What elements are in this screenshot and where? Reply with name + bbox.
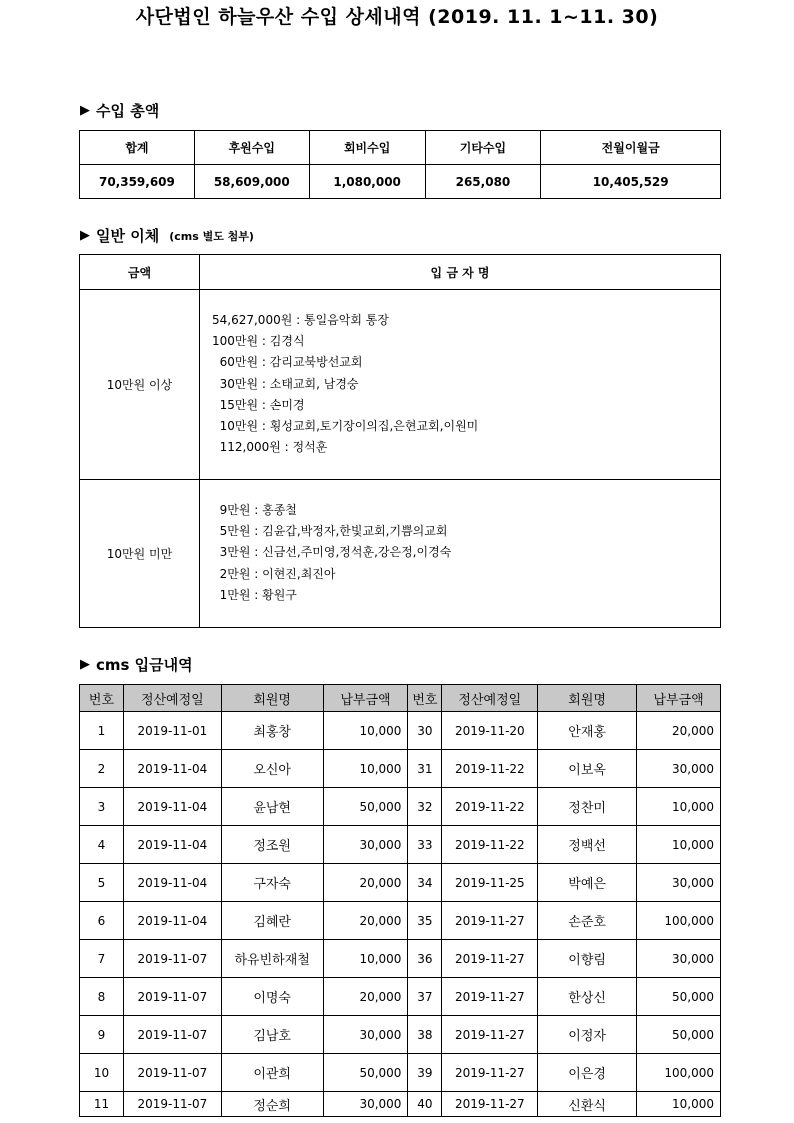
cms-header-cell: 납부금액 bbox=[323, 685, 408, 712]
cms-number: 32 bbox=[408, 788, 442, 826]
cms-member-name: 신환식 bbox=[538, 1092, 637, 1117]
cms-settle-date: 2019-11-04 bbox=[123, 826, 221, 864]
cms-settle-date: 2019-11-07 bbox=[123, 1092, 221, 1117]
summary-header-row bbox=[80, 131, 721, 165]
summary-header-cell: 전월이월금 bbox=[541, 131, 721, 165]
general-heading bbox=[80, 225, 254, 246]
cms-number: 1 bbox=[80, 712, 124, 750]
cms-header-cell: 번호 bbox=[408, 685, 442, 712]
summary-total-value: 70,359,609 bbox=[80, 165, 195, 199]
cms-header-cell: 회원명 bbox=[538, 685, 637, 712]
cms-settle-date: 2019-11-27 bbox=[442, 1092, 538, 1117]
donor-line: 60만원 : 감리교북방선교회 bbox=[212, 355, 363, 370]
cms-number: 35 bbox=[408, 902, 442, 940]
cms-number: 10 bbox=[80, 1054, 124, 1092]
cms-amount: 30,000 bbox=[637, 940, 721, 978]
triangle-bullet-icon: ▶ bbox=[80, 103, 90, 118]
cms-member-name: 구자숙 bbox=[221, 864, 323, 902]
cms-header-cell: 정산예정일 bbox=[442, 685, 538, 712]
cms-settle-date: 2019-11-22 bbox=[442, 788, 538, 826]
cms-member-name: 이관희 bbox=[221, 1054, 323, 1092]
cms-amount: 20,000 bbox=[323, 864, 408, 902]
summary-header-cell: 후원수입 bbox=[194, 131, 309, 165]
donor-line: 30만원 : 소태교회, 남경숭 bbox=[212, 376, 359, 391]
cms-number: 6 bbox=[80, 902, 124, 940]
cms-settle-date: 2019-11-04 bbox=[123, 864, 221, 902]
cms-number: 4 bbox=[80, 826, 124, 864]
table-row bbox=[80, 826, 721, 864]
table-row bbox=[80, 788, 721, 826]
summary-heading bbox=[80, 100, 159, 121]
cms-settle-date: 2019-11-27 bbox=[442, 940, 538, 978]
general-row-over bbox=[80, 290, 721, 480]
cms-amount: 10,000 bbox=[323, 750, 408, 788]
general-names-over bbox=[200, 290, 721, 480]
table-row bbox=[80, 902, 721, 940]
cms-amount: 10,000 bbox=[637, 788, 721, 826]
cms-amount: 30,000 bbox=[323, 826, 408, 864]
cms-amount: 30,000 bbox=[637, 864, 721, 902]
cms-amount: 30,000 bbox=[323, 1016, 408, 1054]
summary-donation-value: 58,609,000 bbox=[194, 165, 309, 199]
cms-member-name: 오신아 bbox=[221, 750, 323, 788]
cms-number: 40 bbox=[408, 1092, 442, 1117]
cms-number: 8 bbox=[80, 978, 124, 1016]
table-row bbox=[80, 864, 721, 902]
general-names-under bbox=[200, 480, 721, 628]
general-header-row bbox=[80, 255, 721, 290]
cms-settle-date: 2019-11-04 bbox=[123, 902, 221, 940]
cms-member-name: 이명숙 bbox=[221, 978, 323, 1016]
summary-carryover-value: 10,405,529 bbox=[541, 165, 721, 199]
cms-settle-date: 2019-11-27 bbox=[442, 978, 538, 1016]
cms-amount: 10,000 bbox=[323, 712, 408, 750]
donor-line: 100만원 : 김경식 bbox=[212, 334, 305, 349]
cms-member-name: 하유빈하재철 bbox=[221, 940, 323, 978]
general-heading-note: (cms 별도 첨부) bbox=[169, 229, 254, 243]
table-row bbox=[80, 978, 721, 1016]
donor-line: 3만원 : 신금선,주미영,정석훈,강은정,이경숙 bbox=[212, 545, 452, 560]
summary-header-cell: 기타수입 bbox=[425, 131, 541, 165]
general-header-amount: 금액 bbox=[80, 255, 200, 290]
cms-number: 30 bbox=[408, 712, 442, 750]
table-row bbox=[80, 1092, 721, 1117]
cms-settle-date: 2019-11-20 bbox=[442, 712, 538, 750]
summary-table bbox=[79, 130, 721, 199]
cms-number: 33 bbox=[408, 826, 442, 864]
cms-number: 31 bbox=[408, 750, 442, 788]
summary-dues-value: 1,080,000 bbox=[309, 165, 425, 199]
cms-header-cell: 정산예정일 bbox=[123, 685, 221, 712]
cms-amount: 30,000 bbox=[323, 1092, 408, 1117]
general-transfer-table bbox=[79, 254, 721, 628]
cms-settle-date: 2019-11-27 bbox=[442, 902, 538, 940]
donor-line: 54,627,000원 : 통일음악회 통장 bbox=[212, 313, 389, 327]
summary-other-value: 265,080 bbox=[425, 165, 541, 199]
cms-amount: 100,000 bbox=[637, 1054, 721, 1092]
cms-number: 9 bbox=[80, 1016, 124, 1054]
cms-settle-date: 2019-11-07 bbox=[123, 978, 221, 1016]
cms-settle-date: 2019-11-22 bbox=[442, 826, 538, 864]
summary-heading-label: 수입 총액 bbox=[96, 102, 160, 120]
cms-number: 2 bbox=[80, 750, 124, 788]
cms-amount: 20,000 bbox=[637, 712, 721, 750]
cms-heading-label: cms 입금내역 bbox=[96, 656, 193, 674]
cms-member-name: 박예은 bbox=[538, 864, 637, 902]
table-row bbox=[80, 750, 721, 788]
cms-member-name: 윤남현 bbox=[221, 788, 323, 826]
cms-member-name: 정순희 bbox=[221, 1092, 323, 1117]
cms-number: 5 bbox=[80, 864, 124, 902]
cms-header-cell: 회원명 bbox=[221, 685, 323, 712]
donor-line: 1만원 : 황원구 bbox=[212, 587, 297, 602]
cms-number: 3 bbox=[80, 788, 124, 826]
donor-line: 5만원 : 김윤갑,박정자,한빛교회,기쁨의교회 bbox=[212, 524, 448, 539]
donor-line: 112,000원 : 정석훈 bbox=[212, 440, 328, 455]
donor-line: 10만원 : 횡성교회,토기장이의집,은현교회,이원미 bbox=[212, 419, 479, 434]
cms-number: 36 bbox=[408, 940, 442, 978]
cms-settle-date: 2019-11-22 bbox=[442, 750, 538, 788]
cms-header-cell: 납부금액 bbox=[637, 685, 721, 712]
cms-member-name: 한상신 bbox=[538, 978, 637, 1016]
cms-amount: 20,000 bbox=[323, 902, 408, 940]
cms-member-name: 이보옥 bbox=[538, 750, 637, 788]
cms-member-name: 김남호 bbox=[221, 1016, 323, 1054]
cms-member-name: 정백선 bbox=[538, 826, 637, 864]
cms-table bbox=[79, 684, 721, 1117]
cms-amount: 50,000 bbox=[323, 788, 408, 826]
summary-header-cell: 합계 bbox=[80, 131, 195, 165]
page-title: 사단법인 하늘우산 수입 상세내역 (2019. 11. 1~11. 30) bbox=[135, 6, 659, 28]
summary-header-cell: 회비수입 bbox=[309, 131, 425, 165]
donor-line: 9만원 : 홍종철 bbox=[212, 503, 297, 517]
cms-amount: 10,000 bbox=[637, 826, 721, 864]
cms-amount: 30,000 bbox=[637, 750, 721, 788]
summary-value-row bbox=[80, 165, 721, 199]
cms-settle-date: 2019-11-07 bbox=[123, 940, 221, 978]
cms-amount: 50,000 bbox=[637, 978, 721, 1016]
cms-settle-date: 2019-11-07 bbox=[123, 1016, 221, 1054]
cms-member-name: 이정자 bbox=[538, 1016, 637, 1054]
cms-number: 39 bbox=[408, 1054, 442, 1092]
cms-member-name: 김혜란 bbox=[221, 902, 323, 940]
cms-settle-date: 2019-11-01 bbox=[123, 712, 221, 750]
general-amount-under: 10만원 미만 bbox=[80, 480, 200, 628]
cms-member-name: 이향림 bbox=[538, 940, 637, 978]
cms-settle-date: 2019-11-25 bbox=[442, 864, 538, 902]
cms-member-name: 최홍창 bbox=[221, 712, 323, 750]
cms-settle-date: 2019-11-04 bbox=[123, 788, 221, 826]
cms-member-name: 손준호 bbox=[538, 902, 637, 940]
cms-settle-date: 2019-11-27 bbox=[442, 1054, 538, 1092]
general-amount-over: 10만원 이상 bbox=[80, 290, 200, 480]
cms-amount: 100,000 bbox=[637, 902, 721, 940]
cms-number: 37 bbox=[408, 978, 442, 1016]
donor-line: 15만원 : 손미경 bbox=[212, 397, 305, 412]
cms-member-name: 정조원 bbox=[221, 826, 323, 864]
cms-number: 7 bbox=[80, 940, 124, 978]
cms-heading bbox=[80, 654, 193, 675]
cms-number: 11 bbox=[80, 1092, 124, 1117]
triangle-bullet-icon: ▶ bbox=[80, 657, 90, 672]
general-row-under bbox=[80, 480, 721, 628]
cms-amount: 50,000 bbox=[637, 1016, 721, 1054]
table-row bbox=[80, 1054, 721, 1092]
cms-header-cell: 번호 bbox=[80, 685, 124, 712]
table-row bbox=[80, 712, 721, 750]
table-row bbox=[80, 940, 721, 978]
cms-number: 38 bbox=[408, 1016, 442, 1054]
cms-header-row bbox=[80, 685, 721, 712]
cms-member-name: 이은경 bbox=[538, 1054, 637, 1092]
cms-amount: 10,000 bbox=[637, 1092, 721, 1117]
cms-member-name: 안재홍 bbox=[538, 712, 637, 750]
cms-settle-date: 2019-11-07 bbox=[123, 1054, 221, 1092]
cms-number: 34 bbox=[408, 864, 442, 902]
cms-amount: 50,000 bbox=[323, 1054, 408, 1092]
cms-settle-date: 2019-11-27 bbox=[442, 1016, 538, 1054]
table-row bbox=[80, 1016, 721, 1054]
triangle-bullet-icon: ▶ bbox=[80, 228, 90, 243]
cms-member-name: 정찬미 bbox=[538, 788, 637, 826]
donor-line: 2만원 : 이현진,최진아 bbox=[212, 566, 336, 581]
cms-amount: 10,000 bbox=[323, 940, 408, 978]
cms-amount: 20,000 bbox=[323, 978, 408, 1016]
general-header-names: 입 금 자 명 bbox=[200, 255, 721, 290]
general-heading-label: 일반 이체 bbox=[96, 227, 160, 245]
cms-settle-date: 2019-11-04 bbox=[123, 750, 221, 788]
